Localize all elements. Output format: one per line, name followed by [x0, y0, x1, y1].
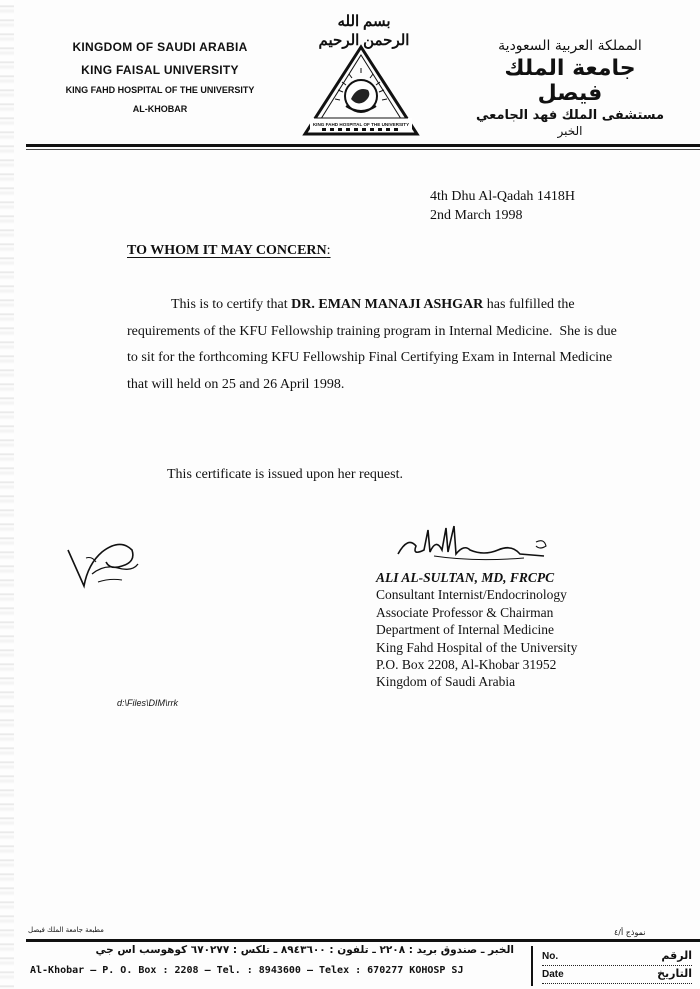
letterhead-divider — [26, 144, 700, 147]
number-label: No. — [542, 951, 559, 962]
letterhead-university: KING FAISAL UNIVERSITY — [81, 63, 239, 77]
paragraph-intro: This is to certify that — [171, 297, 292, 312]
signer-block — [376, 569, 577, 691]
letter-date — [430, 187, 575, 225]
letterhead-hospital: KING FAHD HOSPITAL OF THE UNIVERSITY — [65, 85, 255, 95]
heading-colon: : — [326, 243, 331, 258]
date-label: Date — [542, 969, 564, 980]
form-number: نموذج أ/٤ — [614, 928, 646, 937]
signer-name: ALI AL-SULTAN, MD, FRCPC — [376, 570, 555, 585]
footer-contact-english: Al-Khobar — P. O. Box : 2208 — Tel. : 8943600 — Telex : 670277 KOHOSP SJ — [30, 965, 464, 976]
basmala-calligraphy: بسم الله الرحمن الرحيم — [318, 14, 410, 49]
letterhead-divider-thin — [26, 149, 700, 150]
certificate-paragraph — [127, 292, 627, 398]
letterhead-ar-kingdom: المملكة العربية السعودية — [498, 38, 642, 54]
printer-credit: مطبعة جامعة الملك فيصل — [28, 926, 104, 934]
footer-divider — [26, 939, 700, 942]
date-label-ar: التاريخ — [657, 967, 692, 980]
person-name: DR. EMAN MANAJI ASHGAR — [291, 297, 484, 312]
signer-title-1: Consultant Internist/Endocrinology — [376, 587, 567, 603]
paragraph-line-3: to sit for the forthcoming KFU Fellowship Final Certifying Exam in Internal Medicine — [127, 350, 613, 365]
signer-department: Department of Internal Medicine — [376, 622, 555, 638]
letterhead-ar-hospital: مستشفى الملك فهد الجامعي — [475, 108, 665, 123]
letterhead-kingdom: KINGDOM OF SAUDI ARABIA — [72, 40, 248, 54]
letterhead-ar-city: الخبر — [557, 124, 583, 138]
number-label-ar: الرقم — [661, 949, 692, 962]
date-gregorian: 2nd March 1998 — [430, 208, 523, 223]
letterhead-ar-university: جامعة الملك فيصل — [504, 56, 636, 106]
footer-separator — [531, 946, 533, 986]
letterhead-city: AL-KHOBAR — [132, 104, 188, 114]
letterhead-english — [40, 40, 280, 114]
signer-hospital: King Fahd Hospital of the University — [376, 639, 578, 655]
date-hijri: 4th Dhu Al-Qadah 1418H — [430, 189, 576, 204]
issuance-note: This certificate is issued upon her request. — [167, 467, 403, 482]
heading-text: TO WHOM IT MAY CONCERN — [127, 243, 327, 258]
reference-fields — [542, 948, 692, 984]
scan-edge-artifact — [0, 0, 14, 989]
letter-heading — [127, 243, 331, 259]
reference-number-row — [542, 948, 692, 966]
signature-initials — [62, 534, 144, 594]
reference-date-row — [542, 966, 692, 984]
file-reference: d:\Files\DIM\rrk — [117, 698, 179, 708]
paragraph-line-1 — [127, 292, 627, 319]
signer-country: Kingdom of Saudi Arabia — [376, 674, 516, 690]
paragraph-line-2: requirements of the KFU Fellowship training program in Internal Medicine. She is due — [127, 323, 617, 339]
paragraph-line-1-end: has fulfilled the — [483, 297, 575, 312]
footer-contact-arabic: الخبر ـ صندوق بريد : ٢٢٠٨ ـ تلفون : ٨٩٤٣٦٠٠ ـ تلكس : ٦٧٠٢٧٧ كوهوسب اس جي — [95, 944, 514, 956]
emblem-caption: KING FAHD HOSPITAL OF THE UNIVERSITY — [312, 122, 410, 127]
signature-main — [394, 516, 554, 566]
university-emblem-logo — [302, 44, 420, 138]
signer-address: P.O. Box 2208, Al-Khobar 31952 — [376, 657, 557, 673]
letterhead-arabic — [470, 38, 670, 138]
signer-title-2: Associate Professor & Chairman — [376, 604, 554, 620]
paragraph-line-4: that will held on 25 and 26 April 1998. — [127, 376, 345, 392]
